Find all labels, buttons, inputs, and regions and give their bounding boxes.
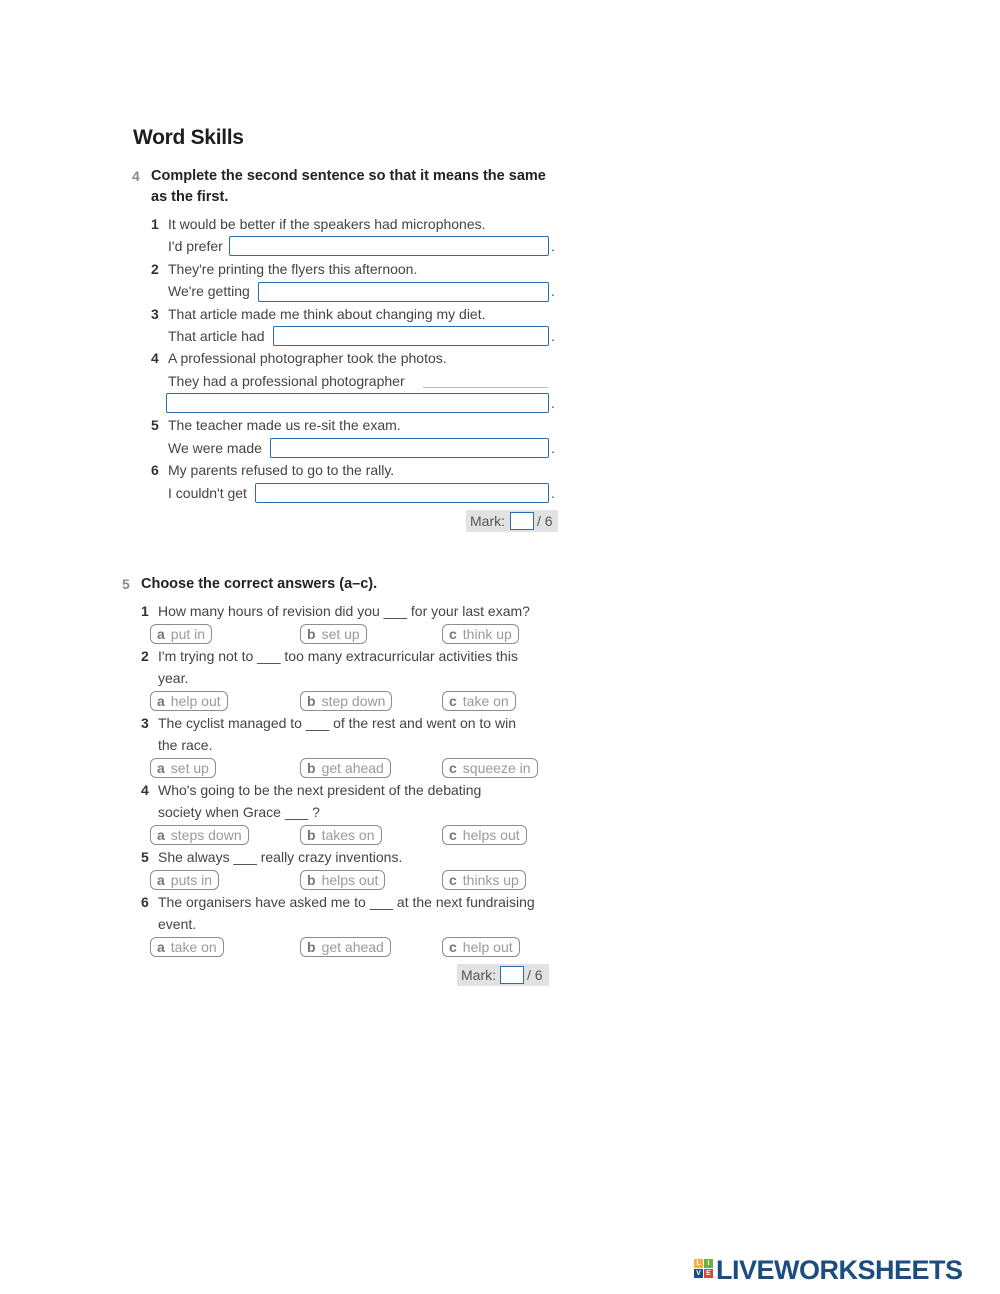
question-text: How many hours of revision did you ___ for your last exam?: [158, 603, 530, 619]
exercise-instruction: as the first.: [151, 189, 229, 205]
question-text: society when Grace ___ ?: [158, 804, 320, 820]
option-a[interactable]: [150, 758, 216, 778]
answer-input-1[interactable]: [229, 236, 549, 256]
exercise-number: 4: [132, 168, 140, 184]
option-b[interactable]: [300, 691, 392, 711]
question-text: She always ___ really crazy inventions.: [158, 849, 403, 865]
answer-underline: [423, 387, 548, 388]
option-letter: b: [307, 872, 316, 888]
mark-label: Mark:: [470, 513, 505, 529]
option-a[interactable]: [150, 825, 249, 845]
logo-text: LIVEWORKSHEETS: [716, 1255, 963, 1285]
option-text: get ahead: [321, 939, 384, 955]
option-letter: b: [307, 626, 316, 642]
question-text: The organisers have asked me to ___ at the next fundraising: [158, 894, 535, 910]
option-letter: c: [449, 939, 457, 955]
sentence-period: .: [551, 238, 555, 254]
question-number: 3: [151, 306, 159, 322]
mark-input[interactable]: [500, 966, 524, 984]
question-number: 5: [151, 417, 159, 433]
option-text: put in: [170, 626, 206, 642]
option-text: get ahead: [321, 760, 384, 776]
option-letter: c: [449, 827, 457, 843]
option-text: step down: [321, 693, 386, 709]
option-b[interactable]: [300, 624, 367, 644]
option-letter: b: [307, 693, 316, 709]
question-sentence: My parents refused to go to the rally.: [168, 462, 395, 478]
question-text: the race.: [158, 737, 213, 753]
answer-input-3[interactable]: [273, 326, 549, 346]
option-letter: a: [157, 872, 165, 888]
option-text: set up: [321, 626, 360, 642]
mark-total: / 6: [537, 513, 553, 529]
option-b[interactable]: [300, 825, 382, 845]
question-text: Who's going to be the next president of the debating: [158, 782, 482, 798]
option-c[interactable]: [442, 937, 520, 957]
option-text: set up: [170, 760, 209, 776]
mark-panel: [457, 964, 549, 986]
answer-input-5[interactable]: [270, 438, 549, 458]
answer-input-2[interactable]: [258, 282, 549, 302]
question-number: 2: [151, 261, 159, 277]
option-letter: b: [307, 760, 316, 776]
option-text: help out: [170, 693, 221, 709]
option-text: helps out: [321, 872, 379, 888]
option-text: take on: [170, 939, 217, 955]
question-number: 1: [151, 216, 159, 232]
question-prompt: That article had: [168, 328, 265, 344]
question-sentence: It would be better if the speakers had microphones.: [168, 216, 486, 232]
sentence-period: .: [551, 283, 555, 299]
option-b[interactable]: [300, 758, 391, 778]
option-letter: c: [449, 626, 457, 642]
question-number: 3: [141, 715, 149, 731]
question-sentence: A professional photographer took the photos.: [168, 350, 447, 366]
option-c[interactable]: [442, 624, 519, 644]
question-prompt: We were made: [168, 440, 262, 456]
question-sentence: They're printing the flyers this afternoon.: [168, 261, 418, 277]
option-letter: a: [157, 760, 165, 776]
option-text: helps out: [462, 827, 520, 843]
option-letter: a: [157, 693, 165, 709]
option-b[interactable]: [300, 937, 391, 957]
question-sentence: That article made me think about changing my diet.: [168, 306, 486, 322]
option-text: take on: [462, 693, 509, 709]
answer-input-4[interactable]: [166, 393, 549, 413]
logo-tile: L: [694, 1259, 703, 1268]
option-text: think up: [462, 626, 512, 642]
option-c[interactable]: [442, 758, 538, 778]
question-prompt: They had a professional photographer: [168, 373, 405, 389]
question-prompt: We're getting: [168, 283, 250, 299]
question-text: event.: [158, 916, 197, 932]
question-number: 2: [141, 648, 149, 664]
option-letter: b: [307, 939, 316, 955]
option-a[interactable]: [150, 937, 224, 957]
option-text: thinks up: [462, 872, 519, 888]
mark-total: / 6: [527, 967, 543, 983]
exercise-instruction: Choose the correct answers (a–c).: [141, 576, 378, 592]
option-c[interactable]: [442, 870, 526, 890]
option-letter: a: [157, 827, 165, 843]
question-text: The cyclist managed to ___ of the rest and went on to win: [158, 715, 516, 731]
option-a[interactable]: [150, 870, 219, 890]
question-number: 4: [151, 350, 159, 366]
option-letter: a: [157, 626, 165, 642]
option-letter: c: [449, 693, 457, 709]
option-text: help out: [462, 939, 513, 955]
question-number: 6: [141, 894, 149, 910]
option-letter: c: [449, 872, 457, 888]
question-number: 4: [141, 782, 149, 798]
question-number: 1: [141, 603, 149, 619]
sentence-period: .: [551, 395, 555, 411]
mark-panel: [466, 510, 558, 532]
option-letter: b: [307, 827, 316, 843]
option-text: squeeze in: [462, 760, 531, 776]
option-c[interactable]: [442, 691, 516, 711]
sentence-period: .: [551, 328, 555, 344]
sentence-period: .: [551, 485, 555, 501]
question-text: I'm trying not to ___ too many extracurricular activities this: [158, 648, 518, 664]
question-sentence: The teacher made us re-sit the exam.: [168, 417, 401, 433]
option-a[interactable]: [150, 691, 228, 711]
exercise-number: 5: [122, 576, 130, 592]
exercise-instruction: Complete the second sentence so that it means the same: [151, 168, 546, 184]
sentence-period: .: [551, 440, 555, 456]
question-prompt: I'd prefer: [168, 238, 223, 254]
page-title: Word Skills: [133, 126, 244, 149]
answer-input-6[interactable]: [255, 483, 549, 503]
logo-tile: I: [704, 1259, 713, 1268]
mark-input[interactable]: [510, 512, 534, 530]
logo-tile: E: [704, 1269, 713, 1278]
option-letter: c: [449, 760, 457, 776]
option-text: takes on: [321, 827, 375, 843]
option-c[interactable]: [442, 825, 527, 845]
option-b[interactable]: [300, 870, 385, 890]
question-prompt: I couldn't get: [168, 485, 247, 501]
mark-label: Mark:: [461, 967, 496, 983]
logo-tile: V: [694, 1269, 703, 1278]
question-number: 6: [151, 462, 159, 478]
option-text: puts in: [170, 872, 213, 888]
question-number: 5: [141, 849, 149, 865]
option-text: steps down: [170, 827, 242, 843]
question-text: year.: [158, 670, 189, 686]
option-letter: a: [157, 939, 165, 955]
option-a[interactable]: [150, 624, 212, 644]
